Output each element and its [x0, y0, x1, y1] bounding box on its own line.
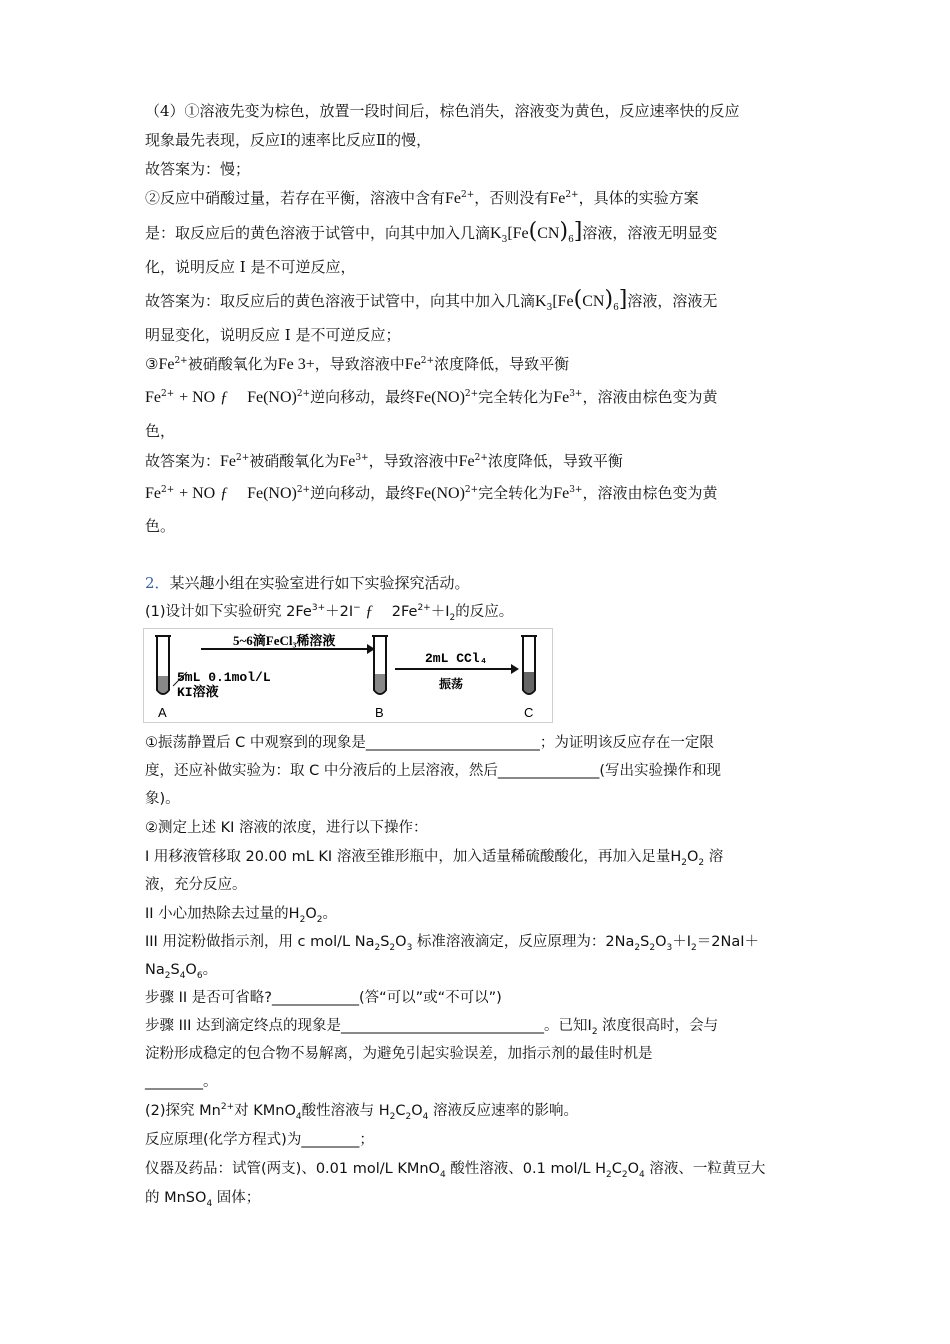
figure-label-top: 5~6滴FeCl₃稀溶液 [233, 633, 336, 648]
para-line: 是：取反应后的黄色溶液于试管中，向其中加入几滴$K_3[Fe(CN)_6]$溶液，溶液无明显变 [145, 219, 718, 245]
apparatus-figure [143, 628, 553, 723]
para-line: $③Fe^{2+}$被硝酸氧化为Fe 3+，导致溶液中$Fe^{2+}$浓度降低，导致平衡 [145, 355, 570, 373]
figure-label-ccl4: 2mL CCl₄ [425, 651, 488, 666]
para-line: III 用淀粉做指示剂，用 c mol/L $Na_2S_2O_3$ 标准溶液滴定，反应原理为：$2Na_2S_2O_3+I_2=2NaI+$ [145, 934, 759, 953]
figure-label-left-1: 5mL 0.1mol/L [177, 670, 271, 685]
para-line: 反应原理(化学方程式)为________； [145, 1132, 374, 1148]
para-line: ________。 [145, 1074, 218, 1090]
para-line: 色。 [145, 517, 176, 535]
question-number: 2． [145, 574, 170, 592]
para-line: 仪器及药品：试管(两支)、0.01 mol/L KMnO$_4$ 酸性溶液、0.1 mol/L $H_2C_2O_4$ 溶液、一粒黄豆大 [145, 1161, 766, 1180]
para-line: II 小心加热除去过量的$H_2O_2$。 [145, 906, 337, 925]
para-line: $Na_2S_4O_6$。 [145, 962, 218, 981]
para-line: 故答案为：慢； [145, 160, 251, 178]
para-line: 的 MnSO$_4$ 固体； [145, 1190, 261, 1209]
equation-line: $Fe^{2+}$ + NO ƒ Fe(NO)$^{2+}$逆向移动，最终Fe(NO)$^{2+}$完全转化为$Fe^{3+}$，溶液由棕色变为黄 [145, 388, 718, 406]
figure-label-b: B [375, 705, 384, 720]
para-line: 步骤 II 是否可省略?____________(答“可以”或“不可以”) [145, 990, 502, 1006]
para-line: ②测定上述 KI 溶液的浓度，进行以下操作： [145, 820, 428, 836]
para-line: (2)探究 $Mn^{2+}$对 KMnO$_4$酸性溶液与 $H_2C_2O_4$ 溶液反应速率的影响。 [145, 1102, 578, 1122]
para-line: 淀粉形成稳定的包合物不易解离，为避免引起实验误差，加指示剂的最佳时机是 [145, 1046, 653, 1062]
para-line: 故答案为：取反应后的黄色溶液于试管中，向其中加入几滴$K_3[Fe(CN)_6]$溶液，溶液无 [145, 287, 718, 313]
question-title: 2．某兴趣小组在实验室进行如下实验探究活动。 [145, 574, 470, 592]
para-line: (1)设计如下实验研究 $2Fe^{3+}+2I^-$ ƒ $2Fe^{2+}+I_2$的反应。 [145, 603, 514, 623]
para-line: 步骤 III 达到滴定终点的现象是____________________________。已知$I_2$ 浓度很高时，会与 [145, 1018, 719, 1037]
para-line: 度，还应补做实验为：取 C 中分液后的上层溶液，然后______________(写出实验操作和现 [145, 763, 721, 779]
para-line: 现象最先表现，反应Ⅰ的速率比反应Ⅱ的慢， [145, 131, 432, 149]
para-line: 故答案为：$Fe^{2+}$被硝酸氧化为$Fe^{3+}$，导致溶液中$Fe^{2+}$浓度降低，导致平衡 [145, 452, 623, 470]
para-line: 明显变化，说明反应 I 是不可逆反应； [145, 326, 401, 344]
figure-label-shake: 振荡 [439, 677, 464, 691]
figure-label-c: C [524, 705, 534, 720]
para-line: 化，说明反应 I 是不可逆反应， [145, 258, 356, 276]
figure-label-a: A [158, 705, 167, 720]
para-line: ①振荡静置后 C 中观察到的现象是________________________；为证明该反应存在一定限 [145, 735, 714, 751]
para-line: （4）①溶液先变为棕色，放置一段时间后，棕色消失，溶液变为黄色，反应速率快的反应 [145, 102, 740, 120]
para-line: I 用移液管移取 20.00 mL KI 溶液至锥形瓶中，加入适量稀硫酸酸化，再加入足量$H_2O_2$ 溶 [145, 849, 724, 868]
equation-line: $Fe^{2+}$ + NO ƒ Fe(NO)$^{2+}$逆向移动，最终Fe(NO)$^{2+}$完全转化为$Fe^{3+}$，溶液由棕色变为黄 [145, 484, 718, 502]
para-line: 象)。 [145, 791, 180, 807]
para-line: ②反应中硝酸过量，若存在平衡，溶液中含有$Fe^{2+}$，否则没有$Fe^{2+}$，具体的实验方案 [145, 189, 699, 207]
para-line: 色， [145, 422, 176, 440]
para-line: 液，充分反应。 [145, 877, 247, 893]
figure-label-left-2: KI溶液 [177, 685, 219, 700]
